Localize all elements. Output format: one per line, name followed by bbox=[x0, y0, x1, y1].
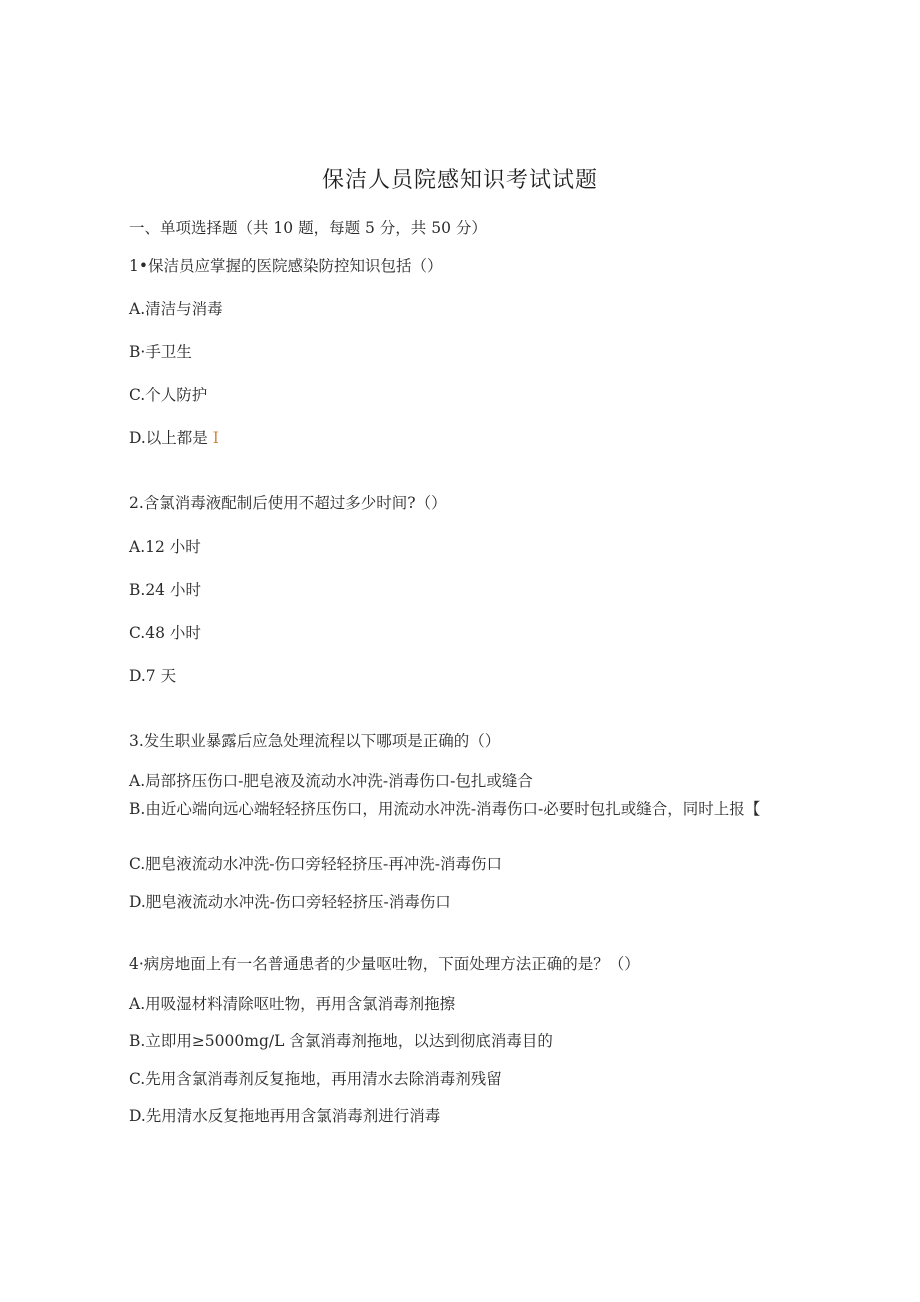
question-1-option-a: A.清洁与消毒 bbox=[129, 300, 223, 318]
question-1-option-b: B·手卫生 bbox=[129, 343, 192, 361]
question-4-stem: 4·病房地面上有一名普通患者的少量呕吐物，下面处理方法正确的是？（） bbox=[129, 955, 640, 973]
question-2-option-a: A.12 小时 bbox=[129, 538, 201, 556]
question-1-option-d: D.以上都是 bbox=[129, 429, 208, 447]
question-3-option-c: C.肥皂液流动水冲洗-伤口旁轻轻挤压-再冲洗-消毒伤口 bbox=[129, 855, 502, 873]
question-1-stem: 1•保洁员应掌握的医院感染防控知识包括（） bbox=[129, 257, 443, 275]
question-2-option-b: B.24 小时 bbox=[129, 581, 201, 599]
question-3-option-b: B.由近心端向远心端轻轻挤压伤口，用流动水冲洗-消毒伤口-必要时包扎或缝合，同时上报【 bbox=[129, 800, 761, 818]
question-1-option-c: C.个人防护 bbox=[129, 386, 208, 404]
section-heading: 一、单项选择题（共 10 题，每题 5 分，共 50 分） bbox=[129, 219, 487, 237]
question-3-option-d: D.肥皂液流动水冲洗-伤口旁轻轻挤压-消毒伤口 bbox=[129, 893, 451, 911]
question-2-option-c: C.48 小时 bbox=[129, 624, 201, 642]
question-4-option-c: C.先用含氯消毒剂反复拖地，再用清水去除消毒剂残留 bbox=[129, 1070, 502, 1088]
question-2-option-d: D.7 天 bbox=[129, 667, 177, 685]
option-d-mark: I bbox=[212, 429, 219, 447]
question-3-option-a: A.局部挤压伤口-肥皂液及流动水冲洗-消毒伤口-包扎或缝合 bbox=[129, 772, 533, 790]
question-1-option-d-row bbox=[129, 427, 219, 449]
question-3-stem: 3.发生职业暴露后应急处理流程以下哪项是正确的（） bbox=[129, 732, 501, 750]
question-4-option-d: D.先用清水反复拖地再用含氯消毒剂进行消毒 bbox=[129, 1107, 441, 1125]
question-4-option-b: B.立即用≥5000mg∕L 含氯消毒剂拖地，以达到彻底消毒目的 bbox=[129, 1032, 553, 1050]
page-title: 保洁人员院感知识考试试题 bbox=[321, 168, 598, 193]
question-2-stem: 2.含氯消毒液配制后使用不超过多少时间?（） bbox=[129, 494, 447, 512]
question-4-option-a: A.用吸湿材料清除呕吐物，再用含氯消毒剂拖擦 bbox=[129, 995, 456, 1013]
